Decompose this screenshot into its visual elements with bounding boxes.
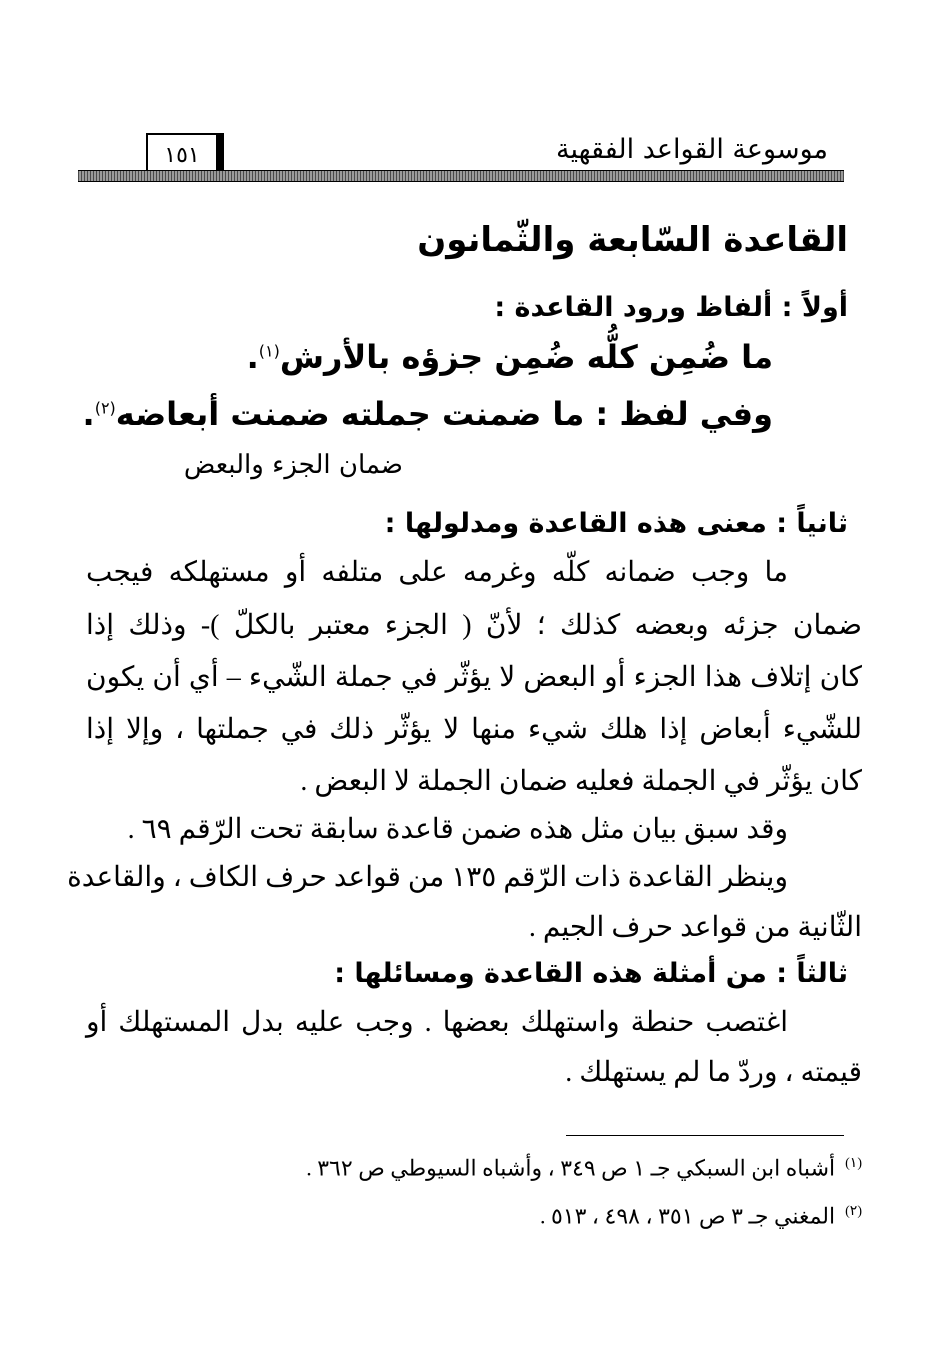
- section-2-line-5: كان يؤثّر في الجملة فعليه ضمان الجملة لا البعض .: [300, 766, 862, 797]
- section-3-line-2: قيمته ، وردّ ما لم يستهلك .: [565, 1057, 862, 1088]
- footnote-1-text: أشباه ابن السبكي جـ ١ ص ٣٤٩ ، وأشباه السيوطي ص ٣٦٢ .: [306, 1155, 836, 1181]
- rule-heading: القاعدة السّابعة والثّمانون: [417, 220, 848, 260]
- section-2-title: ثانياً : معنى هذه القاعدة ومدلولها :: [384, 508, 848, 539]
- footnote-2: [540, 1203, 862, 1229]
- running-header-title: موسوعة القواعد الفقهية: [556, 134, 828, 165]
- footnote-ref-2: (٢): [94, 398, 116, 418]
- section-2-para-2: وقد سبق بيان مثل هذه ضمن قاعدة سابقة تحت الرّقم ٦٩ .: [127, 814, 788, 845]
- section-2-line-1: ما وجب ضمانه كلّه وغرمه على متلفه أو مستهلكه فيجب: [86, 557, 788, 588]
- rule-text-1-body: ما ضُمِن كلُّه ضُمِن جزؤه بالأرش: [279, 338, 773, 376]
- section-2-line-2: ضمان جزئه وبعضه كذلك ؛ لأنّ ( الجزء معتبر بالكلّ )- وذلك إذا: [86, 610, 862, 641]
- footnote-1: [306, 1155, 862, 1181]
- section-3-title: ثالثاً : من أمثلة هذه القاعدة ومسائلها :: [334, 958, 848, 989]
- footnote-ref-1: (١): [258, 341, 280, 361]
- section-2-line-3: كان إتلاف هذا الجزء أو البعض لا يؤثّر في جملة الشّيء – أي أن يكون: [86, 662, 862, 693]
- section-2-line-4: للشّيء أبعاض إذا هلك شيء منها لا يؤثّر ذلك في جملتها ، وإلا إذا: [86, 714, 862, 745]
- section-2-para-3-line-1: وينظر القاعدة ذات الرّقم ١٣٥ من قواعد حرف الكاف ، والقاعدة: [67, 862, 788, 893]
- footnote-1-mark: (١): [845, 1156, 862, 1171]
- section-1-title: أولاً : ألفاظ ورود القاعدة :: [494, 292, 848, 323]
- rule-text-1-end: .: [246, 338, 259, 376]
- plain-subtitle: ضمان الجزء والبعض: [183, 450, 403, 480]
- rule-text-2: [83, 395, 773, 433]
- footnote-2-mark: (٢): [845, 1204, 862, 1219]
- footnote-2-text: المغني جـ ٣ ص ٣٥١ ، ٤٩٨ ، ٥١٣ .: [539, 1203, 836, 1229]
- rule-text-2-body: وفي لفظ : ما ضمنت جملته ضمنت أبعاضه: [115, 395, 773, 433]
- page-number-text: ١٥١: [164, 142, 200, 168]
- rule-text-2-end: .: [82, 395, 95, 433]
- section-3-line-1: اغتصب حنطة واستهلك بعضها . وجب عليه بدل المستهلك أو: [86, 1007, 788, 1038]
- section-2-para-3-line-2: الثّانية من قواعد حرف الجيم .: [528, 912, 862, 943]
- footnote-separator: [566, 1135, 844, 1136]
- rule-text-1: [247, 338, 773, 376]
- header-rule: [78, 170, 844, 182]
